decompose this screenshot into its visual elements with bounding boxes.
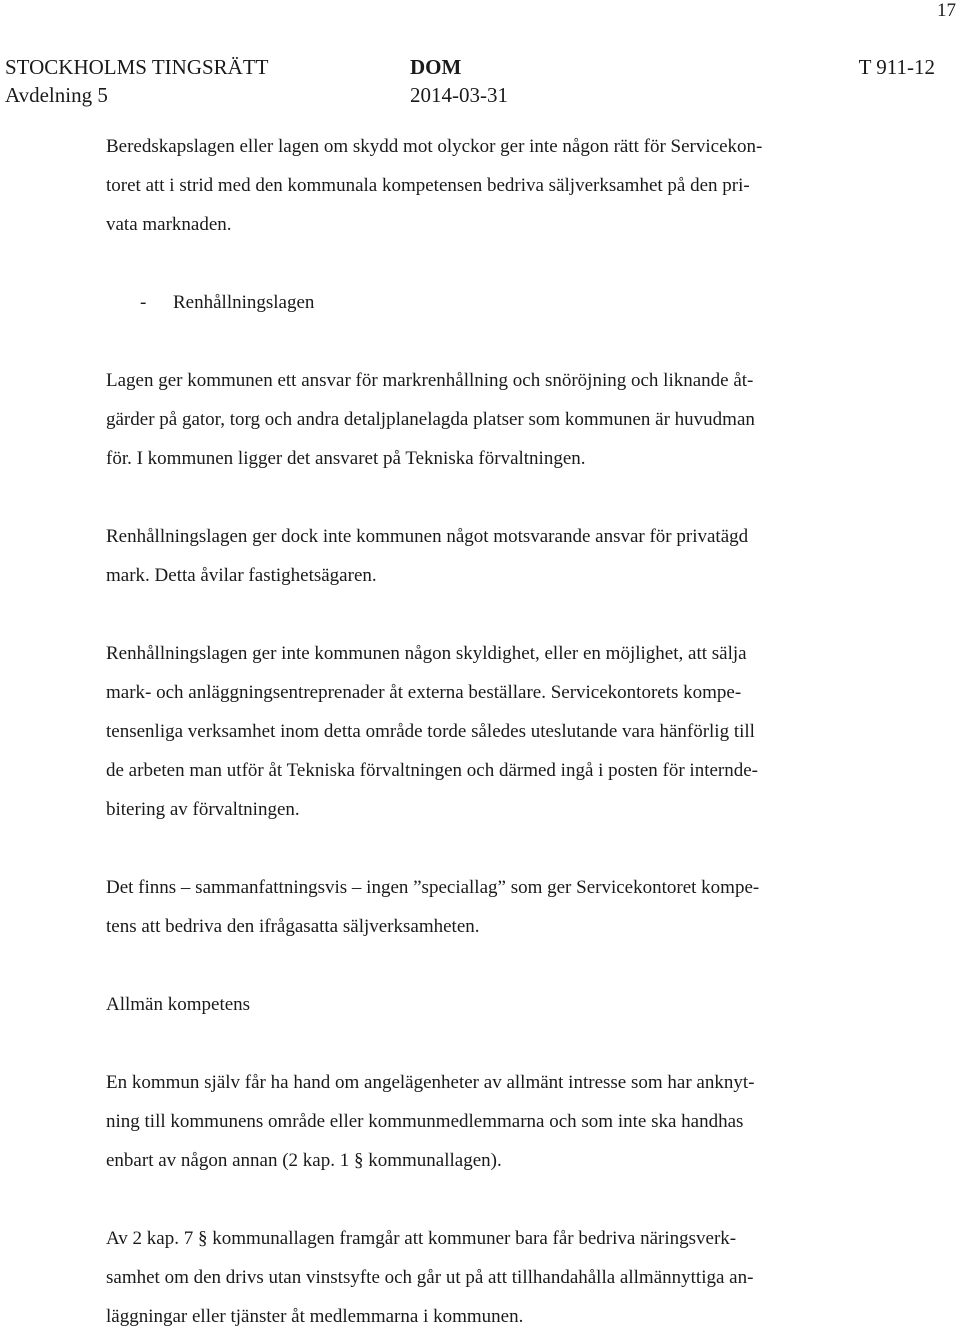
- paragraph-5: [106, 868, 896, 946]
- heading-title: Renhållningslagen: [173, 292, 315, 313]
- section-heading-renhallningslagen: [106, 283, 896, 322]
- paragraph-line: toret att i strid med den kommunala kompetensen bedriva säljverksamhet på den pri-: [106, 175, 750, 196]
- paragraph-line: de arbeten man utför åt Tekniska förvaltningen och därmed ingå i posten för interndе-: [106, 760, 759, 781]
- case-number: T 911-12: [858, 55, 935, 79]
- paragraph-line: gärder på gator, torg och andra detaljplanelagda platser som kommunen är huvudman: [106, 409, 755, 430]
- document-header: [5, 53, 935, 109]
- page-number: 17: [937, 0, 956, 21]
- paragraph-3: [106, 517, 896, 595]
- paragraph-1: [106, 127, 896, 244]
- heading-dash: -: [140, 292, 147, 313]
- paragraph-line: Lagen ger kommunen ett ansvar för markrenhållning och snöröjning och liknande åt-: [106, 370, 754, 391]
- division: Avdelning 5: [5, 83, 108, 107]
- paragraph-line: Renhållningslagen ger inte kommunen någon skyldighet, eller en möjlighet, att sälja: [106, 643, 747, 664]
- paragraph-line: bitering av förvaltningen.: [106, 799, 300, 820]
- paragraph-line: mark- och anläggningsentreprenader åt externa beställare. Servicekontorets kompe-: [106, 682, 742, 703]
- paragraph-4: [106, 634, 896, 829]
- paragraph-line: Beredskapslagen eller lagen om skydd mot olyckor ger inte någon rätt för Servicekon-: [106, 136, 763, 157]
- section-heading-allman-kompetens: [106, 985, 896, 1024]
- paragraph-line: vata marknaden.: [106, 214, 232, 235]
- paragraph-7: [106, 1219, 896, 1336]
- paragraph-line: enbart av någon annan (2 kap. 1 § kommunallagen).: [106, 1150, 502, 1171]
- paragraph-line: ning till kommunens område eller kommunmedlemmarna och som inte ska handhas: [106, 1111, 744, 1132]
- paragraph-line: Det finns – sammanfattningsvis – ingen ”speciallag” som ger Servicekontoret kompe-: [106, 877, 760, 898]
- document-body: [106, 127, 896, 1336]
- paragraph-line: läggningar eller tjänster åt medlemmarna i kommunen.: [106, 1306, 524, 1327]
- paragraph-line: samhet om den drivs utan vinstsyfte och går ut på att tillhandahålla allmännyttiga an-: [106, 1267, 754, 1288]
- paragraph-6: [106, 1063, 896, 1180]
- paragraph-line: mark. Detta åvilar fastighetsägaren.: [106, 565, 377, 586]
- paragraph-line: för. I kommunen ligger det ansvaret på Tekniska förvaltningen.: [106, 448, 586, 469]
- paragraph-2: [106, 361, 896, 478]
- document-type: DOM: [410, 55, 462, 79]
- court-name: STOCKHOLMS TINGSRÄTT: [5, 55, 269, 79]
- header-row-top: [5, 53, 935, 81]
- paragraph-line: tensenliga verksamhet inom detta område torde således uteslutande vara hänförlig till: [106, 721, 755, 742]
- paragraph-line: En kommun själv får ha hand om angelägenheter av allmänt intresse som har anknyt-: [106, 1072, 755, 1093]
- heading-title: Allmän kompetens: [106, 994, 251, 1015]
- paragraph-line: Av 2 kap. 7 § kommunallagen framgår att kommuner bara får bedriva näringsverk-: [106, 1228, 737, 1249]
- header-row-bottom: [5, 81, 935, 109]
- paragraph-line: tens att bedriva den ifrågasatta säljverksamheten.: [106, 916, 480, 937]
- document-date: 2014-03-31: [410, 83, 508, 107]
- paragraph-line: Renhållningslagen ger dock inte kommunen något motsvarande ansvar för privatägd: [106, 526, 749, 547]
